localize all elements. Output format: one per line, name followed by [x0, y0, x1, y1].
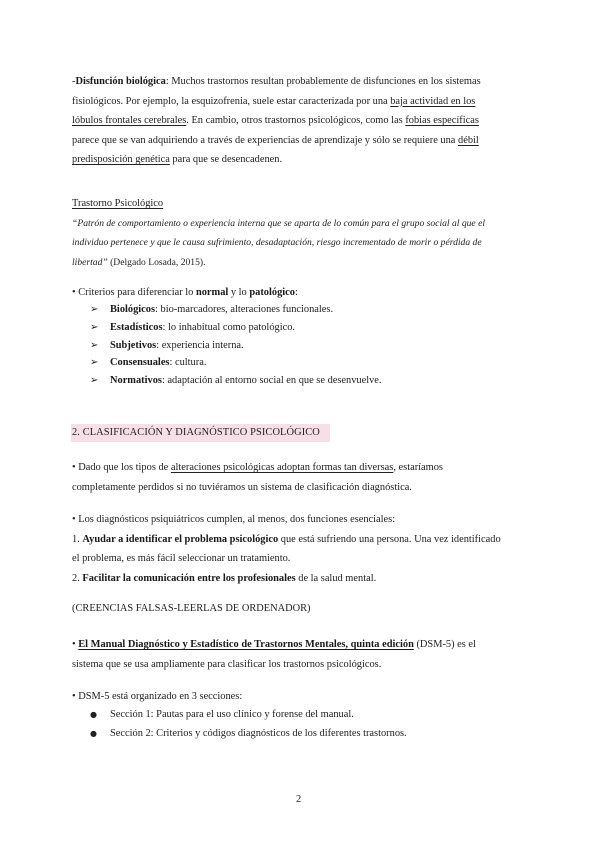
dsm5-sections-intro: • DSM-5 está organizado en 3 secciones:: [72, 691, 243, 702]
text: • Los diagnósticos psiquiátricos cumplen, al menos, dos funciones esenciales:: [72, 514, 396, 525]
criterio-desc: : bio-marcadores, alteraciones funcionales.: [155, 304, 334, 315]
subheading-trastorno: Trastorno Psicológico: [72, 198, 164, 209]
arrow-bullet-icon: ➢: [90, 321, 99, 333]
underlined-text: fobias específicas: [405, 115, 479, 126]
term-disfuncion-biologica: Disfunción biológica: [75, 76, 166, 87]
dot-bullet-icon: ●: [90, 728, 97, 738]
text: para que se desencadenen.: [169, 154, 283, 165]
section-item: Sección 2: Criterios y códigos diagnósticos de los diferentes trastornos.: [110, 727, 407, 739]
text: • Criterios para diferenciar lo: [72, 287, 196, 298]
criterio-term: Consensuales: [110, 357, 170, 369]
criterio-desc: : adaptación al entorno social en que se desenvuelve.: [161, 375, 382, 387]
underlined-text: alteraciones psicológicas adoptan formas tan diversas: [170, 462, 394, 473]
text: y lo: [228, 287, 250, 298]
paragraph-diagnosticos: [72, 510, 532, 588]
criterio-desc: : lo inhabitual como patológico.: [162, 321, 296, 333]
text: : Muchos trastornos resultan probablemente de disfunciones en los sistemas: [165, 76, 481, 87]
criterios-list: [90, 301, 530, 390]
text: completamente perdidos si no tuviéramos un sistema de clasificación diagnóstica.: [72, 481, 412, 493]
note-creencias: (CREENCIAS FALSAS-LEERLAS DE ORDENADOR): [72, 603, 311, 614]
list-item: [90, 337, 530, 355]
arrow-bullet-icon: ➢: [90, 339, 99, 351]
section-item: Sección 1: Pautas para el uso clínico y forense del manual.: [110, 709, 354, 720]
list-item: [90, 354, 530, 372]
text: (DSM-5) es el: [413, 639, 476, 650]
text: , estaríamos: [393, 462, 443, 473]
section-heading-clasificacion: 2. CLASIFICACIÓN Y DIAGNÓSTICO PSICOLÓGICO: [71, 424, 330, 442]
list-item: [90, 301, 530, 319]
criterio-term: Biológicos: [110, 304, 156, 315]
dsm5-sections-list: [90, 706, 530, 743]
underlined-text: débil: [458, 134, 479, 146]
criterio-desc: : cultura.: [169, 357, 207, 369]
definition-quote-line: libertad”: [72, 256, 108, 268]
criterio-term: Subjetivos: [110, 339, 157, 351]
list-item: [90, 372, 530, 390]
underlined-text: baja actividad en los: [390, 95, 476, 107]
text: el problema, es más fácil seleccionar un tratamiento.: [72, 553, 291, 564]
definition-quote-line: individuo pertenece y que le causa sufrimiento, desadaptación, riesgo incrementado de morir o pérdida de: [72, 237, 482, 248]
term-normal: normal: [195, 287, 229, 298]
text: • Dado que los tipos de: [72, 462, 171, 473]
definition-quote-line: “Patrón de comportamiento o experiencia interna que se aparta de lo común para el grupo social al que el: [72, 217, 485, 229]
text: fisiológicos. Por ejemplo, la esquizofrenia, suele estar caracterizada por una: [72, 95, 391, 107]
text: que está sufriendo una persona. Una vez identificado: [278, 533, 501, 545]
list-item: [90, 706, 530, 725]
trastorno-psicologico-block: [72, 194, 532, 272]
underlined-text: predisposición genética: [72, 154, 170, 165]
text: :: [294, 287, 298, 298]
arrow-bullet-icon: ➢: [90, 304, 99, 315]
dsm5-title: El Manual Diagnóstico y Estadístico de Trastornos Mentales, quinta edición: [78, 639, 414, 650]
criterio-term: Normativos: [110, 375, 162, 387]
page-number: 2: [296, 794, 302, 805]
bullet: •: [72, 639, 79, 650]
underlined-text: lóbulos frontales cerebrales: [72, 115, 187, 126]
text: de la salud mental.: [295, 572, 377, 584]
text: parece que se van adquiriendo a través de experiencias de aprendizaje y sólo se requiere una: [72, 134, 459, 146]
item-number: 1.: [72, 533, 83, 545]
list-item: [90, 319, 530, 337]
paragraph-disfuncion-biologica: [72, 72, 532, 170]
dot-bullet-icon: ●: [90, 710, 97, 719]
term-patologico: patológico: [249, 287, 295, 298]
list-item: [90, 725, 530, 744]
dash: -: [72, 76, 76, 87]
criterio-desc: : experiencia interna.: [156, 339, 244, 351]
text: sistema que se usa ampliamente para clasificar los trastornos psicológicos.: [72, 658, 382, 670]
bold-text: Ayudar a identificar el problema psicológico: [82, 533, 279, 545]
bold-text: Facilitar la comunicación entre los profesionales: [82, 572, 296, 584]
criterios-intro: [72, 283, 532, 303]
text: . En cambio, otros trastornos psicológicos, como las: [186, 115, 406, 126]
arrow-bullet-icon: ➢: [90, 375, 99, 387]
item-number: 2.: [72, 572, 83, 584]
citation: (Delgado Losada, 2015).: [107, 256, 206, 268]
criterio-term: Estadísticos: [110, 321, 163, 333]
paragraph-dsm5: [72, 635, 532, 674]
paragraph-tipos-alteraciones: [72, 458, 532, 497]
arrow-bullet-icon: ➢: [90, 357, 99, 369]
